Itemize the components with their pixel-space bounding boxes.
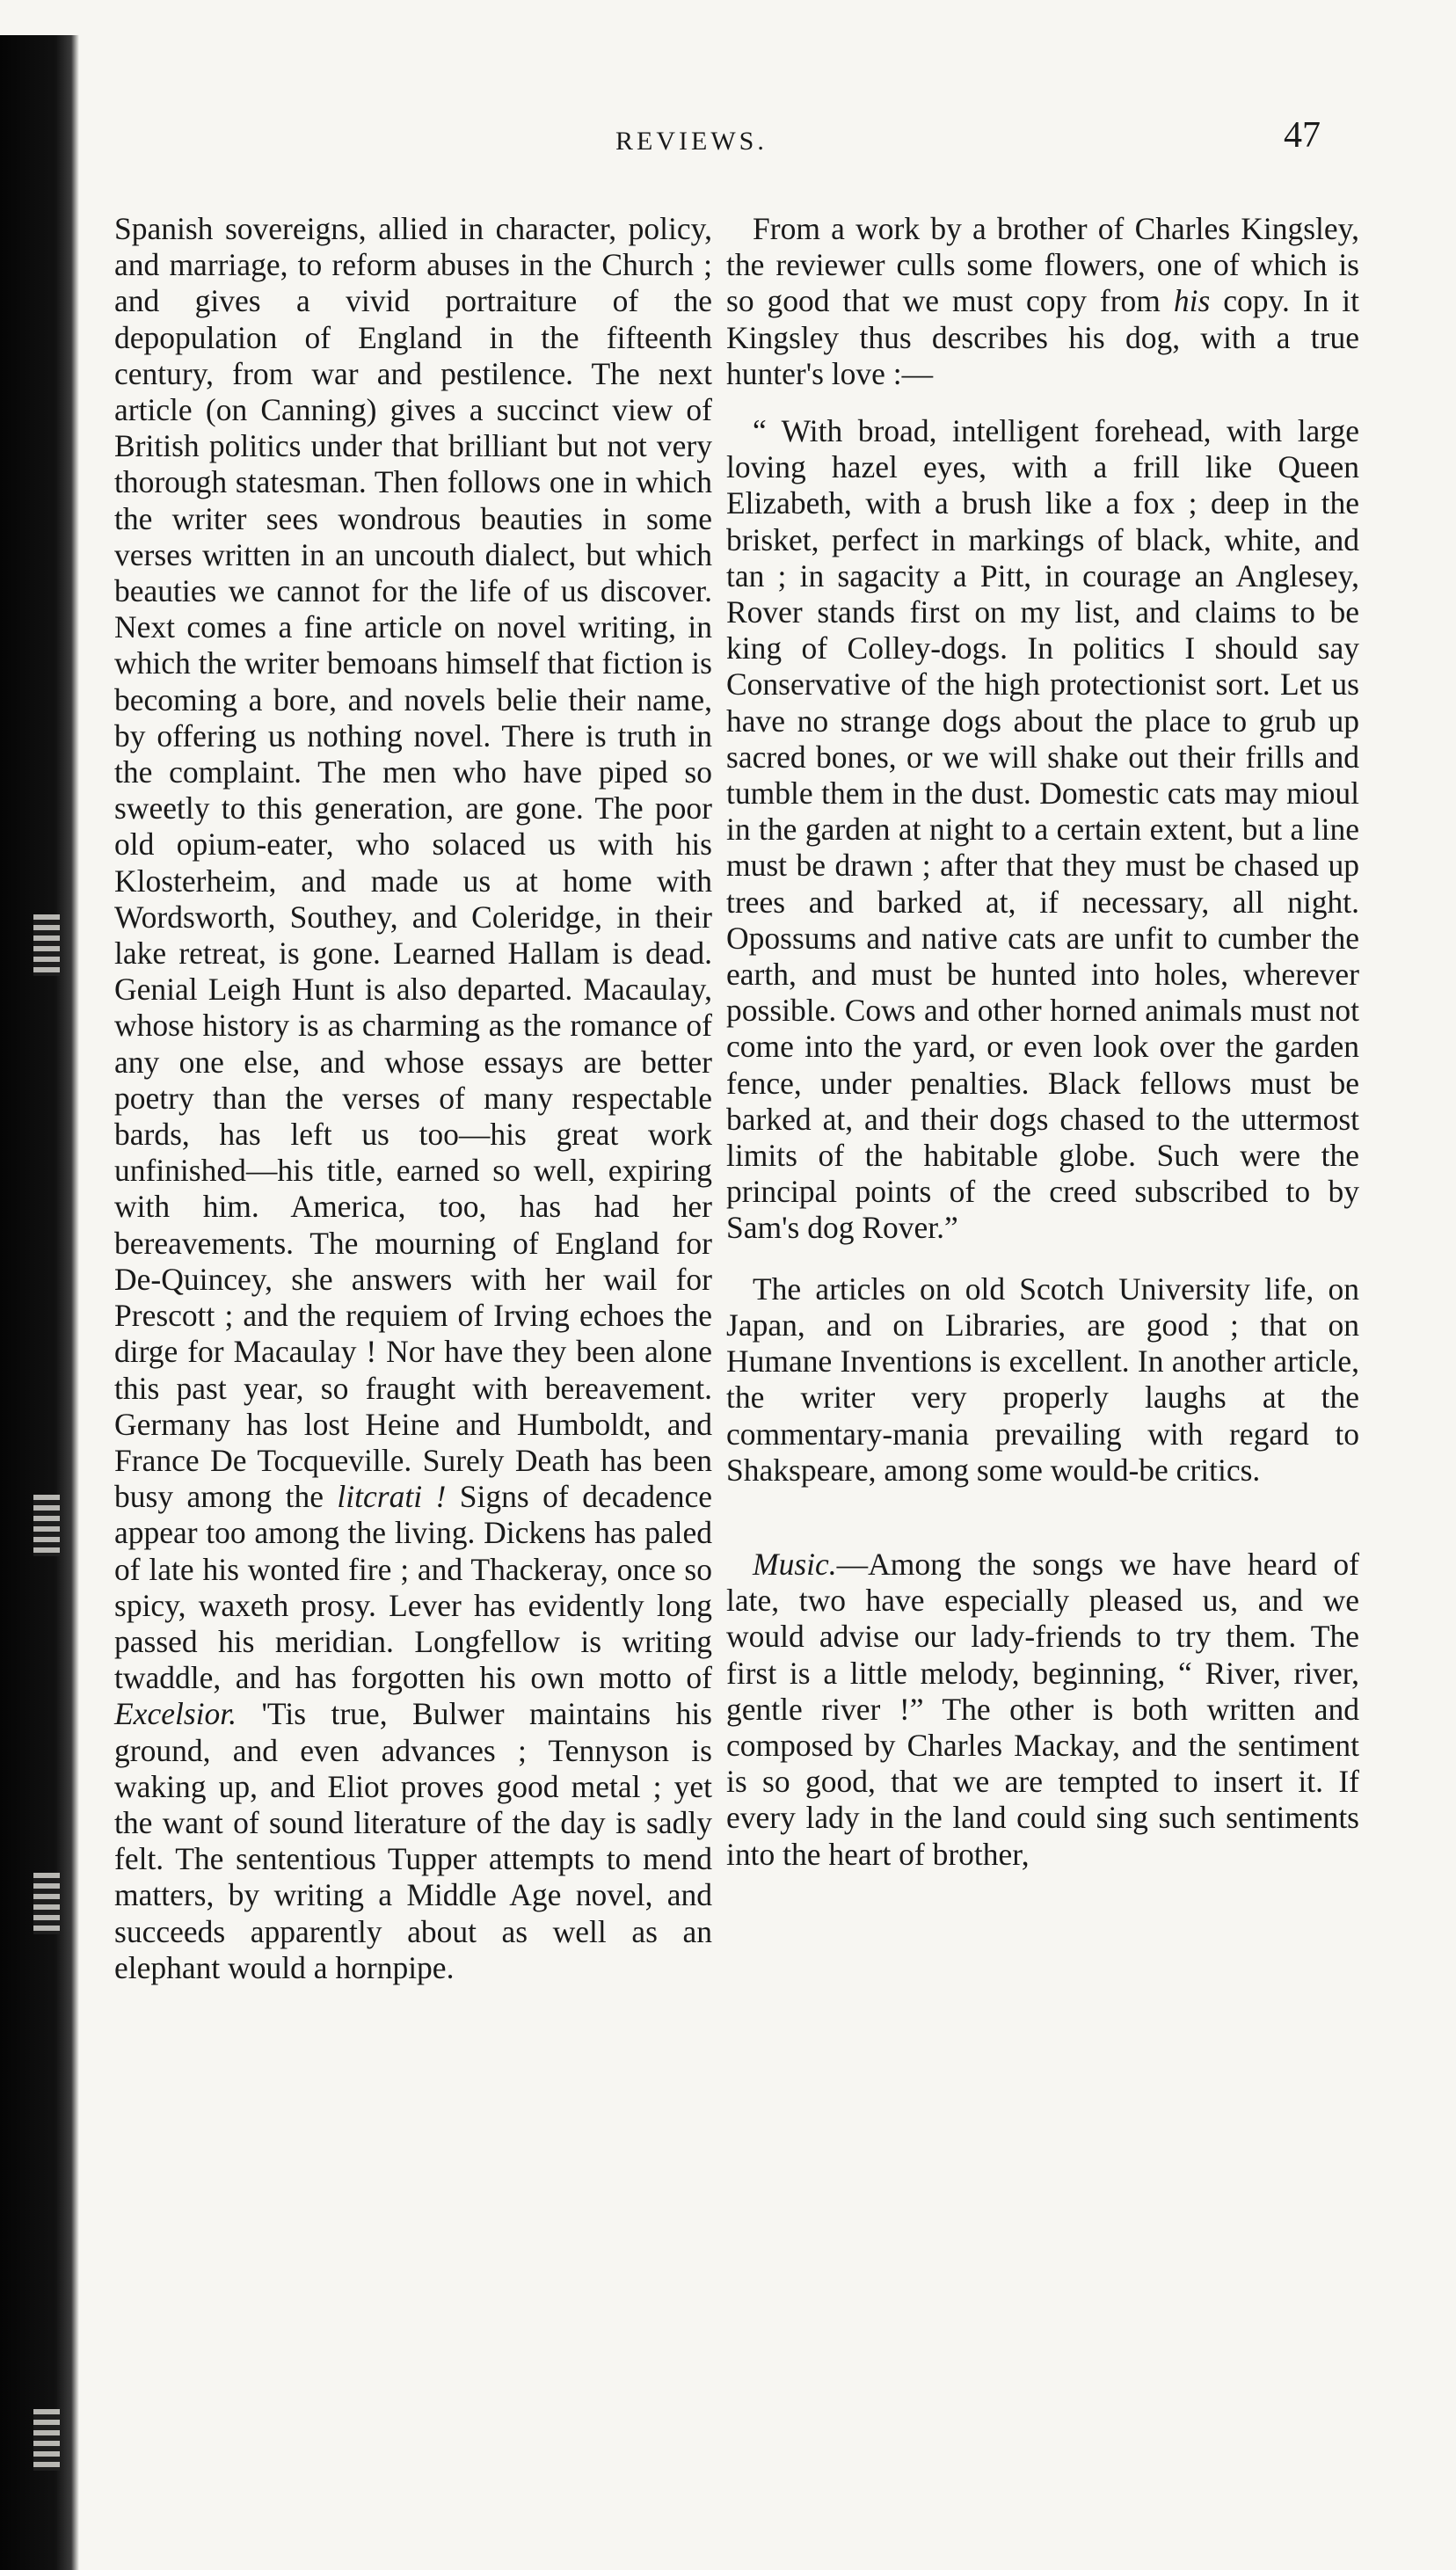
text-run: Spanish sovereigns, allied in character, policy, and marriage, to reform abuses in the Church ; and gives a vivid portraiture of the depopulation of England in the fifteenth century, from war and pestilence. The next article (on Canning) gives a succinct view of British politics under that brilliant but not very thorough statesman. Then follows one in which the writer sees wondrous beauties in some verses written in an uncouth dialect, but which beauties we cannot for the life of us discover. Next comes a fine article on novel writing, in which the writer bemoans himself that fiction is becoming a bore, and novels belie their name, by offering us nothing novel. There is truth in the complaint. The men who have piped so sweetly to this generation, are gone. The poor old opium-eater, who solaced us with his Klosterheim, and made us at home with Wordsworth, Southey, and Coleridge, in their lake retreat, is gone. Learned Hallam is dead. Genial Leigh Hunt is also departed. Macaulay, whose history is as charming as the romance of any one else, and whose essays are better poetry than the verses of many respectable bards, has left us too—his great work unfinished—his title, earned so well, expiring with him. America, too, has had her bereavements. The mourning of England for De-Quincey, she answers with her wail for Prescott ; and the requiem of Irving echoes the dirge for Macaulay ! Nor have they been alone this past year, so fraught with bereavement. Germany has lost Heine and Humboldt, and France De Tocqueville. Surely Death has been busy among the xyxy=(114,211,712,1515)
right-column xyxy=(726,211,1359,1873)
binding-mark xyxy=(33,1495,60,1556)
text-run: —Among the songs we have heard of late, two have especially pleased us, and we would advise our lady-friends to try them. The first is a little melody, beginning, “ River, river, gentle river !” The other is both written and composed by Charles Mackay, and the sentiment is so good, that we are tempted to insert it. If every lady in the land could sing such sentiments into the heart of brother, xyxy=(726,1546,1359,1872)
text-run: From a work by a brother of Charles Kingsley, the reviewer culls some flowers, one of which is so good that we must copy from xyxy=(726,211,1359,319)
text-run: 'Tis true, Bulwer maintains his ground, and even advances ; Tennyson is waking up, and Eliot proves good metal ; yet the want of sound literature of the day is sadly felt. The sententious Tupper attempts to mend matters, by writing a Middle Age novel, and succeeds apparently about as well as an elephant would a hornpipe. xyxy=(114,1696,712,1985)
binding-mark xyxy=(33,2409,60,2471)
paragraph xyxy=(726,1547,1359,1873)
text-run: The articles on old Scotch University life, on Japan, and on Libraries, are good ; that on Humane Inventions is excellent. In another article, the writer very properly laughs at the commentary-mania prevailing with regard to Shakspeare, among some would-be critics. xyxy=(726,1270,1359,1488)
page-binding-edge xyxy=(0,35,79,2570)
italic-text: Excelsior. xyxy=(114,1696,237,1732)
text-run: Signs of decadence appear too among the living. Dickens has paled of late his wonted fire ; and Thackeray, once so spicy, waxeth prosy. Lever has evidently long passed his meridian. Longfellow is writing twaddle, and has forgotten his own motto of xyxy=(114,1479,712,1696)
page-number: 47 xyxy=(1284,115,1321,156)
paragraph xyxy=(726,211,1359,392)
italic-text: his xyxy=(1173,283,1211,319)
text-run: copy. In it Kingsley thus describes his dog, with a true hunter's love :— xyxy=(726,283,1360,391)
paragraph xyxy=(726,1271,1359,1489)
italic-text: litcrati ! xyxy=(337,1479,447,1515)
page-header xyxy=(0,113,1456,165)
running-head: REVIEWS. xyxy=(615,127,768,156)
paragraph xyxy=(114,211,712,1986)
text-run: “ With broad, intelligent forehead, with large loving hazel eyes, with a frill like Queen Elizabeth, with a brush like a fox ; deep in the brisket, perfect in markings of black, white, and tan ; in sagacity a Pitt, in courage an Anglesey, Rover stands first on my list, and claims to be king of Colley-dogs. In politics I should say Conservative of the high protectionist sort. Let us have no strange dogs about the place to grub up sacred bones, or we will shake out their frills and tumble them in the dust. Domestic cats may mioul in the garden at night to a certain extent, but a line must be drawn ; after that they must be chased up trees and barked at, if necessary, all night. Opossums and native cats are unfit to cumber the earth, and must be hunted into holes, wherever possible. Cows and other horned animals must not come into the yard, or even look over the garden fence, under penalties. Black fellows must be barked at, and their dogs chased to the uttermost limits of the habitable globe. Such were the principal points of the creed subscribed to by Sam's dog Rover.” xyxy=(726,413,1359,1246)
italic-text: Music. xyxy=(753,1546,837,1582)
binding-mark xyxy=(33,914,60,976)
left-column xyxy=(114,211,712,1986)
block-quote xyxy=(726,413,1359,1247)
binding-mark xyxy=(33,1873,60,1934)
